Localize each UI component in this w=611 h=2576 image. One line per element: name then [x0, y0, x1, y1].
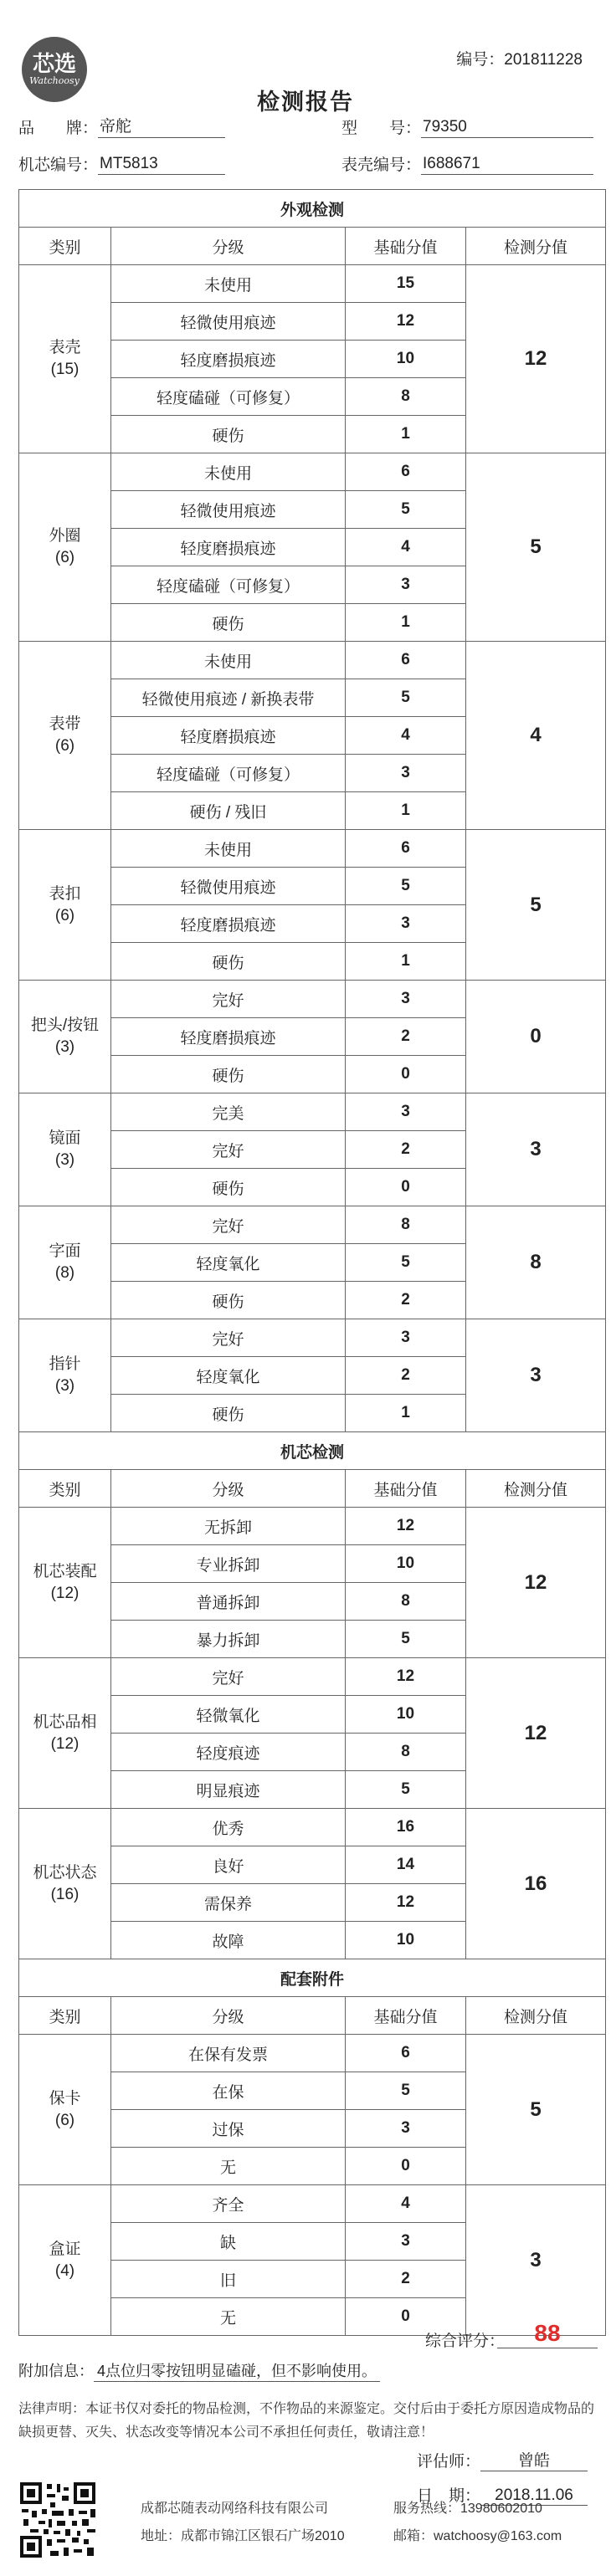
grade-cell: 轻微使用痕迹 / 新换表带	[111, 679, 346, 717]
additional-info	[18, 2359, 380, 2382]
brand-value: 帝舵	[98, 118, 225, 138]
section-title: 配套附件	[19, 1959, 606, 1997]
base-score-cell: 0	[346, 1169, 466, 1206]
base-score-cell: 5	[346, 491, 466, 529]
grade-cell: 故障	[111, 1922, 346, 1959]
model-value: 79350	[421, 118, 593, 138]
column-header-row	[19, 228, 606, 265]
category-max-score: (12)	[50, 1584, 80, 1602]
grade-cell: 硬伤	[111, 604, 346, 642]
category-cell	[19, 1508, 111, 1658]
grade-cell: 轻微使用痕迹	[111, 491, 346, 529]
grade-cell: 无	[111, 2148, 346, 2185]
service-hotline: 服务热线：13980602010	[393, 2502, 542, 2516]
base-score-cell: 12	[346, 1658, 466, 1696]
test-score-cell: 3	[466, 2185, 606, 2336]
grade-cell: 明显痕迹	[111, 1771, 346, 1809]
grade-cell: 轻度氧化	[111, 1244, 346, 1282]
base-score-header: 基础分值	[346, 228, 466, 265]
grade-cell: 轻度磨损痕迹	[111, 529, 346, 566]
test-score-cell: 5	[466, 830, 606, 981]
grade-cell: 专业拆卸	[111, 1545, 346, 1583]
category-name: 机芯装配	[33, 1562, 97, 1580]
base-score-cell: 5	[346, 868, 466, 905]
logo-text: 芯选	[32, 52, 76, 77]
base-score-cell: 1	[346, 943, 466, 981]
category-max-score: (15)	[50, 361, 80, 378]
category-cell	[19, 1319, 111, 1432]
table-row	[19, 453, 606, 491]
test-score-cell: 0	[466, 981, 606, 1093]
grade-cell: 完好	[111, 1131, 346, 1169]
grade-cell: 轻度磨损痕迹	[111, 905, 346, 943]
base-score-cell: 5	[346, 1244, 466, 1282]
grade-cell: 硬伤	[111, 943, 346, 981]
page-title: 检测报告	[257, 90, 354, 115]
base-score-cell: 2	[346, 1018, 466, 1056]
category-cell	[19, 2185, 111, 2336]
category-max-score: (8)	[54, 1264, 75, 1282]
base-score-cell: 2	[346, 2261, 466, 2298]
test-score-cell: 16	[466, 1809, 606, 1959]
movement-number-label: 机芯编号：	[18, 156, 99, 174]
category-name: 外圈	[49, 527, 81, 545]
table-row	[19, 830, 606, 868]
grade-cell: 无	[111, 2298, 346, 2336]
base-score-cell: 4	[346, 2185, 466, 2223]
category-max-score: (6)	[54, 906, 75, 924]
base-score-cell: 1	[346, 604, 466, 642]
grade-cell: 未使用	[111, 265, 346, 303]
category-cell	[19, 1809, 111, 1959]
category-name: 镜面	[49, 1129, 81, 1147]
base-score-cell: 4	[346, 529, 466, 566]
test-score-header: 检测分值	[466, 1470, 606, 1508]
base-score-cell: 0	[346, 1056, 466, 1093]
table-row	[19, 1319, 606, 1357]
base-score-header: 基础分值	[346, 1997, 466, 2035]
test-score-cell: 5	[466, 2035, 606, 2185]
grade-cell: 完好	[111, 1658, 346, 1696]
base-score-cell: 1	[346, 792, 466, 830]
additional-info-label: 附加信息：	[18, 2363, 94, 2379]
base-score-cell: 5	[346, 2072, 466, 2110]
brand-field	[18, 115, 225, 138]
test-score-header: 检测分值	[466, 1997, 606, 2035]
grade-cell: 普通拆卸	[111, 1583, 346, 1621]
grade-header: 分级	[111, 1470, 346, 1508]
category-cell	[19, 2035, 111, 2185]
grade-cell: 未使用	[111, 830, 346, 868]
grade-cell: 轻度磨损痕迹	[111, 341, 346, 378]
grade-cell: 轻度痕迹	[111, 1734, 346, 1771]
category-cell	[19, 453, 111, 642]
base-score-cell: 14	[346, 1846, 466, 1884]
grade-cell: 完好	[111, 1319, 346, 1357]
grade-cell: 轻微使用痕迹	[111, 868, 346, 905]
company-email: 邮箱：watchoosy@163.com	[393, 2529, 562, 2543]
base-score-cell: 1	[346, 416, 466, 453]
category-header: 类别	[19, 228, 111, 265]
base-score-cell: 12	[346, 1508, 466, 1545]
test-score-cell: 8	[466, 1206, 606, 1319]
base-score-cell: 1	[346, 1395, 466, 1432]
base-score-cell: 6	[346, 642, 466, 679]
base-score-cell: 5	[346, 1621, 466, 1658]
base-score-cell: 10	[346, 1545, 466, 1583]
date-label: 日 期：	[417, 2487, 481, 2505]
section-title: 机芯检测	[19, 1432, 606, 1470]
movement-number-field	[18, 152, 225, 175]
category-header: 类别	[19, 1997, 111, 2035]
category-max-score: (16)	[50, 1885, 80, 1903]
table-row	[19, 1206, 606, 1244]
table-row	[19, 1508, 606, 1545]
category-header: 类别	[19, 1470, 111, 1508]
category-name: 字面	[49, 1242, 81, 1260]
grade-cell: 轻度磕碰（可修复）	[111, 378, 346, 416]
total-score-value: 88	[497, 2319, 598, 2348]
test-score-header: 检测分值	[466, 228, 606, 265]
category-max-score: (6)	[54, 549, 75, 566]
base-score-cell: 3	[346, 2110, 466, 2148]
category-cell	[19, 1658, 111, 1809]
grade-cell: 轻微使用痕迹	[111, 303, 346, 341]
case-number-label: 表壳编号：	[341, 156, 422, 174]
base-score-cell: 4	[346, 717, 466, 755]
category-max-score: (3)	[54, 1038, 75, 1056]
base-score-cell: 3	[346, 981, 466, 1018]
category-max-score: (3)	[54, 1151, 75, 1169]
qr-code-icon	[18, 2481, 97, 2559]
section-header-row	[19, 190, 606, 228]
test-score-cell: 4	[466, 642, 606, 830]
base-score-cell: 12	[346, 303, 466, 341]
category-name: 表扣	[49, 884, 81, 903]
category-max-score: (3)	[54, 1377, 75, 1395]
table-row	[19, 2185, 606, 2223]
serial-label: 编号：	[456, 51, 505, 69]
section-title: 外观检测	[19, 190, 606, 228]
date-value: 2018.11.06	[480, 2486, 588, 2506]
category-cell	[19, 981, 111, 1093]
base-score-cell: 3	[346, 2223, 466, 2261]
table-row	[19, 981, 606, 1018]
inspection-table	[18, 189, 606, 2336]
additional-info-text: 4点位归零按钮明显磕碰，但不影响使用。	[94, 2359, 380, 2382]
serial-value: 201811228	[504, 51, 583, 69]
base-score-cell: 3	[346, 905, 466, 943]
base-score-cell: 0	[346, 2298, 466, 2336]
movement-number-value: MT5813	[98, 155, 225, 175]
category-name: 表壳	[49, 339, 81, 356]
grade-cell: 轻度磨损痕迹	[111, 717, 346, 755]
base-score-cell: 3	[346, 755, 466, 792]
grade-cell: 完好	[111, 1206, 346, 1244]
grade-cell: 齐全	[111, 2185, 346, 2223]
grade-cell: 完美	[111, 1093, 346, 1131]
base-score-cell: 8	[346, 378, 466, 416]
test-score-cell: 3	[466, 1093, 606, 1206]
base-score-cell: 0	[346, 2148, 466, 2185]
model-field	[341, 115, 593, 138]
grade-cell: 良好	[111, 1846, 346, 1884]
grade-cell: 需保养	[111, 1884, 346, 1922]
section-header-row	[19, 1432, 606, 1470]
grade-cell: 未使用	[111, 642, 346, 679]
base-score-cell: 6	[346, 2035, 466, 2072]
table-row	[19, 2035, 606, 2072]
test-score-cell: 5	[466, 453, 606, 642]
grade-cell: 硬伤 / 残旧	[111, 792, 346, 830]
grade-cell: 优秀	[111, 1809, 346, 1846]
company-name: 成都芯随表动网络科技有限公司	[141, 2502, 329, 2516]
grade-cell: 轻微氧化	[111, 1696, 346, 1734]
case-number-field	[341, 152, 593, 175]
base-score-cell: 6	[346, 830, 466, 868]
category-name: 盒证	[49, 2240, 81, 2258]
category-max-score: (6)	[54, 737, 75, 755]
grade-cell: 在保有发票	[111, 2035, 346, 2072]
case-number-value: I688671	[421, 155, 593, 175]
grade-cell: 未使用	[111, 453, 346, 491]
category-name: 机芯状态	[33, 1863, 97, 1882]
table-row	[19, 1093, 606, 1131]
category-cell	[19, 830, 111, 981]
base-score-cell: 15	[346, 265, 466, 303]
evaluator-label: 评估师：	[417, 2453, 481, 2471]
evaluator-name: 曾皓	[480, 2448, 588, 2471]
base-score-cell: 10	[346, 1696, 466, 1734]
base-score-cell: 5	[346, 679, 466, 717]
category-cell	[19, 1206, 111, 1319]
category-cell	[19, 1093, 111, 1206]
base-score-cell: 10	[346, 341, 466, 378]
category-max-score: (4)	[54, 2261, 75, 2280]
table-row	[19, 1809, 606, 1846]
grade-cell: 硬伤	[111, 416, 346, 453]
column-header-row	[19, 1470, 606, 1508]
category-name: 保卡	[49, 2089, 81, 2107]
base-score-cell: 16	[346, 1809, 466, 1846]
grade-cell: 硬伤	[111, 1056, 346, 1093]
grade-cell: 暴力拆卸	[111, 1621, 346, 1658]
grade-cell: 硬伤	[111, 1169, 346, 1206]
base-score-cell: 12	[346, 1884, 466, 1922]
base-score-cell: 3	[346, 566, 466, 604]
test-score-cell: 12	[466, 1658, 606, 1809]
base-score-cell: 3	[346, 1093, 466, 1131]
column-header-row	[19, 1997, 606, 2035]
category-cell	[19, 642, 111, 830]
test-score-cell: 3	[466, 1319, 606, 1432]
base-score-cell: 3	[346, 1319, 466, 1357]
grade-cell: 完好	[111, 981, 346, 1018]
category-max-score: (12)	[50, 1734, 80, 1753]
category-name: 指针	[49, 1355, 81, 1373]
category-cell	[19, 265, 111, 453]
base-score-cell: 10	[346, 1922, 466, 1959]
category-name: 把头/按钮	[30, 1017, 100, 1034]
base-score-cell: 8	[346, 1583, 466, 1621]
logo-subtext: Watchoosy	[29, 75, 80, 86]
section-header-row	[19, 1959, 606, 1997]
serial-number	[456, 47, 583, 69]
table-row	[19, 642, 606, 679]
grade-header: 分级	[111, 228, 346, 265]
legal-statement: 法律声明：本证书仅对委托的物品检测，不作物品的来源鉴定。交付后由于委托方原因造成物品的缺损更替、灭失、状态改变等情况本公司不承担任何责任，敬请注意！	[18, 2402, 595, 2440]
company-address: 地址：成都市锦江区银石广场2010	[141, 2529, 345, 2543]
grade-cell: 缺	[111, 2223, 346, 2261]
category-name: 机芯品相	[33, 1713, 97, 1731]
base-score-header: 基础分值	[346, 1470, 466, 1508]
base-score-cell: 2	[346, 1131, 466, 1169]
base-score-cell: 2	[346, 1282, 466, 1319]
base-score-cell: 6	[346, 453, 466, 491]
grade-cell: 轻度氧化	[111, 1357, 346, 1395]
test-score-cell: 12	[466, 1508, 606, 1658]
base-score-cell: 2	[346, 1357, 466, 1395]
category-max-score: (6)	[54, 2111, 75, 2129]
model-label: 型 号：	[341, 120, 422, 137]
grade-cell: 硬伤	[111, 1282, 346, 1319]
grade-cell: 在保	[111, 2072, 346, 2110]
grade-cell: 轻度磨损痕迹	[111, 1018, 346, 1056]
total-score-label: 综合评分：	[425, 2333, 506, 2350]
evaluator-field	[417, 2448, 588, 2471]
grade-header: 分级	[111, 1997, 346, 2035]
grade-cell: 旧	[111, 2261, 346, 2298]
table-row	[19, 1658, 606, 1696]
base-score-cell: 8	[346, 1206, 466, 1244]
grade-cell: 过保	[111, 2110, 346, 2148]
grade-cell: 无拆卸	[111, 1508, 346, 1545]
grade-cell: 轻度磕碰（可修复）	[111, 566, 346, 604]
grade-cell: 硬伤	[111, 1395, 346, 1432]
base-score-cell: 5	[346, 1771, 466, 1809]
test-score-cell: 12	[466, 265, 606, 453]
brand-label: 品 牌：	[18, 120, 99, 137]
base-score-cell: 8	[346, 1734, 466, 1771]
table-row	[19, 265, 606, 303]
category-name: 表带	[49, 715, 81, 733]
grade-cell: 轻度磕碰（可修复）	[111, 755, 346, 792]
